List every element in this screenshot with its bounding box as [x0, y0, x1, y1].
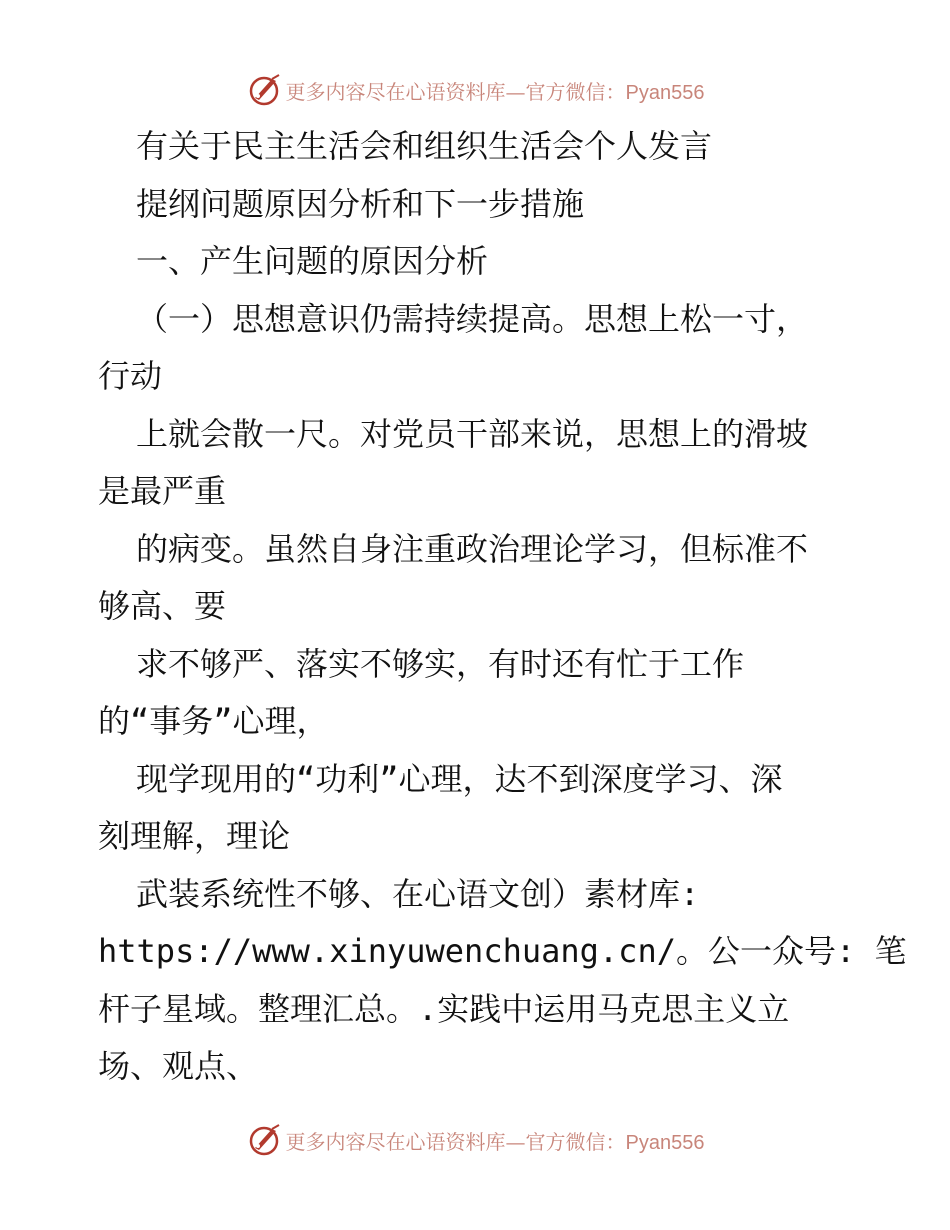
text-line: 上就会散一尺。对党员干部来说，思想上的滑坡 [136, 414, 809, 453]
text-line: 刻理解，理论 [98, 817, 291, 855]
watermark-logo [246, 1122, 286, 1158]
watermark-logo [246, 72, 286, 108]
quill-pen-logo-icon [246, 72, 282, 108]
text-line: 场、观点、 [98, 1047, 259, 1085]
text-line: 行动 [98, 357, 163, 395]
text-line: 的“事务”心理， [98, 702, 329, 740]
text-line: 一、产生问题的原因分析 [136, 242, 489, 280]
watermark-banner-bottom [0, 1120, 950, 1160]
watermark-text: 更多内容尽在心语资料库—官方微信：Pyan556 [285, 79, 705, 104]
text-line: （一）思想意识仍需持续提高。思想上松一寸， [136, 299, 809, 338]
text-line: 杆子星域。整理汇总。.实践中运用马克思主义立 [98, 989, 790, 1028]
text-line: 够高、要 [98, 587, 227, 625]
text-line: 武装系统性不够、在心语文创）素材库: [136, 874, 700, 913]
text-line: 有关于民主生活会和组织生活会个人发言 [136, 127, 713, 165]
text-line: 提纲问题原因分析和下一步措施 [136, 184, 585, 223]
text-line: 是最严重 [98, 472, 227, 510]
watermark-banner-top [0, 70, 950, 110]
text-line: https://www.xinyuwenchuang.cn/。公一众号: 笔 [98, 932, 907, 970]
text-line: 现学现用的“功利”心理，达不到深度学习、深 [136, 759, 783, 798]
text-line: 求不够严、落实不够实，有时还有忙于工作 [136, 644, 745, 683]
quill-pen-logo-icon [246, 1122, 282, 1158]
text-line: 的病变。虽然自身注重政治理论学习，但标准不 [136, 529, 809, 568]
document-body [98, 118, 907, 1096]
watermark-text: 更多内容尽在心语资料库—官方微信：Pyan556 [285, 1129, 705, 1154]
